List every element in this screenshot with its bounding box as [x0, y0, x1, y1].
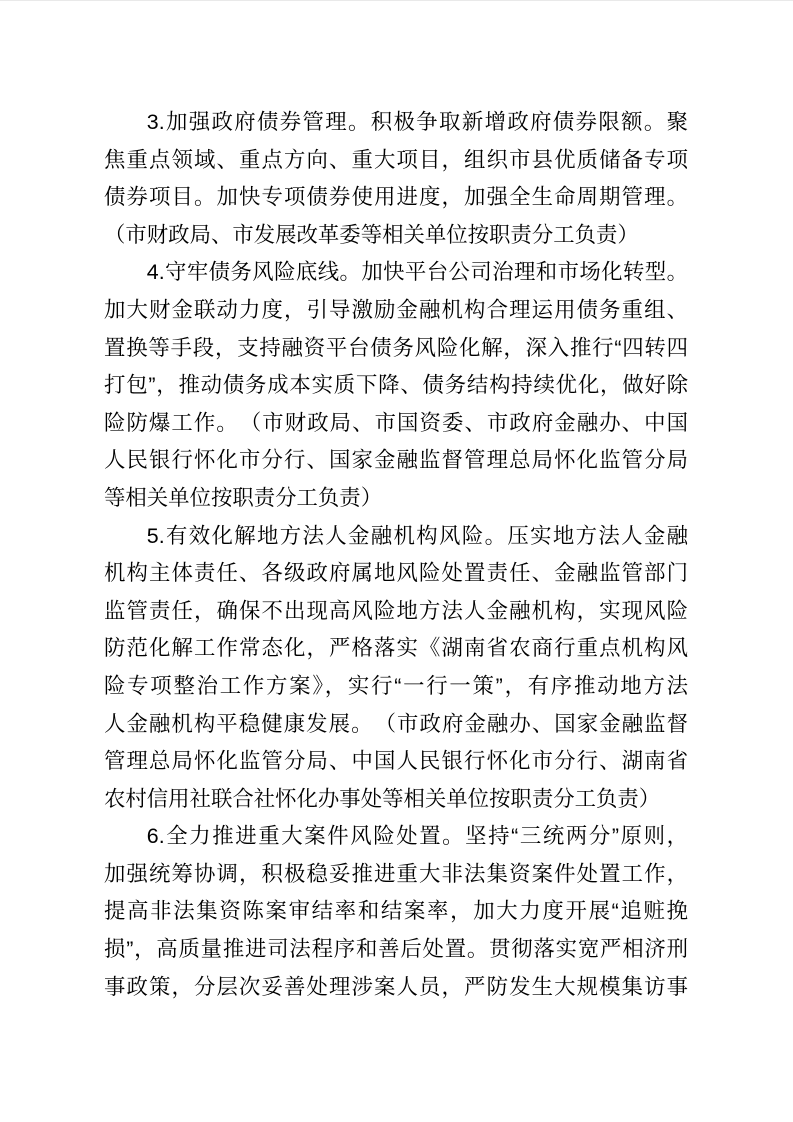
- text-line: 人民银行怀化市分行、国家金融监督管理总局怀化监管分局: [104, 448, 688, 473]
- paragraph-6: [104, 818, 688, 1006]
- text-line: 加强统筹协调，积极稳妥推进重大非法集资案件处置工作，: [104, 861, 688, 886]
- text-line: 防范化解工作常态化，严格落实《湖南省农商行重点机构风: [104, 636, 688, 661]
- paragraph-5: [104, 518, 688, 819]
- text-line: 加大财金联动力度，引导激励金融机构合理运用债务重组、: [104, 297, 688, 322]
- text-line: 人金融机构平稳健康发展。 （市政府金融办、国家金融监督: [104, 711, 688, 736]
- text-line: 等相关单位按职责分工负责）: [104, 485, 383, 510]
- text-line: 4.守牢债务风险底线。加快平台公司治理和市场化转型。: [146, 260, 688, 285]
- text-line: 监管责任，确保不出现高风险地方法人金融机构，实现风险: [104, 598, 688, 623]
- text-line: 管理总局怀化监管分局、中国人民银行怀化市分行、湖南省: [104, 749, 688, 774]
- paragraph-4: [104, 254, 688, 517]
- document-body: [104, 104, 688, 1006]
- text-line: （市财政局、市发展改革委等相关单位按职责分工负责）: [104, 222, 639, 247]
- text-line: 险专项整治工作方案》，实行“一行一策”，有序推动地方法: [104, 673, 688, 698]
- text-line: 损”，高质量推进司法程序和善后处置。贯彻落实宽严相济刑: [104, 937, 688, 962]
- text-line: 5.有效化解地方法人金融机构风险。压实地方法人金融: [146, 523, 688, 548]
- paragraph-3: [104, 104, 688, 254]
- text-line: 机构主体责任、各级政府属地风险处置责任、金融监管部门: [104, 561, 688, 586]
- text-line: 农村信用社联合社怀化办事处等相关单位按职责分工负责）: [104, 786, 661, 811]
- text-line: 3.加强政府债券管理。积极争取新增政府债券限额。聚: [146, 110, 688, 134]
- text-line: 焦重点领域、重点方向、重大项目，组织市县优质储备专项: [104, 147, 688, 172]
- text-line: 提高非法集资陈案审结率和结案率，加大力度开展“追赃挽: [104, 899, 688, 924]
- text-line: 险防爆工作。 （市财政局、市国资委、市政府金融办、中国: [104, 410, 688, 435]
- text-line: 打包”，推动债务成本实质下降、债务结构持续优化，做好除: [104, 373, 688, 398]
- text-line: 6.全力推进重大案件风险处置。坚持“三统两分”原则，: [146, 824, 688, 849]
- text-line: 置换等手段，支持融资平台债务风险化解，深入推行“四转四: [104, 335, 688, 360]
- text-line: 事政策，分层次妥善处理涉案人员，严防发生大规模集访事: [104, 974, 688, 999]
- text-line: 债券项目。加快专项债券使用进度，加强全生命周期管理。: [104, 185, 688, 210]
